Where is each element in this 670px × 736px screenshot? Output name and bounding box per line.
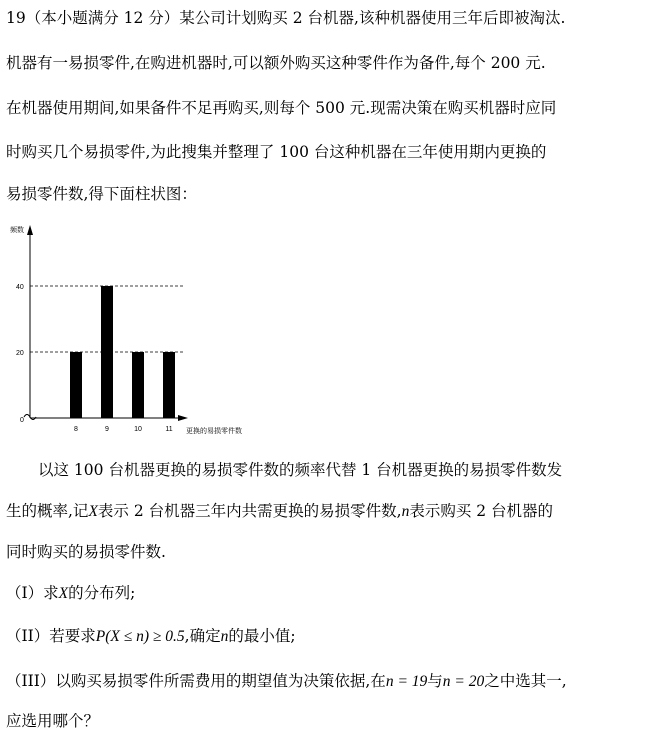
- x-tick-label-11: 11: [165, 426, 173, 433]
- x-tick-label-9: 9: [105, 426, 109, 433]
- x-tick-label-8: 8: [74, 426, 78, 433]
- bar-chart: [0, 215, 280, 440]
- question-1-label: （I）: [6, 584, 44, 602]
- question-2-var: n: [220, 628, 229, 645]
- question-3-text-a: 以购买易损零件所需费用的期望值为决策依据,在: [55, 672, 386, 690]
- question-2-text-a: 若要求: [49, 627, 96, 645]
- bar-8: [70, 352, 82, 418]
- after-line-2a: 生的概率,记: [6, 502, 89, 520]
- x-tick-label-10: 10: [134, 426, 142, 433]
- after-line-3: 同时购买的易损零件数.: [6, 543, 166, 561]
- bar-10: [132, 352, 144, 418]
- var-x: X: [88, 503, 98, 520]
- bar-9: [101, 286, 113, 418]
- intro-line-3: 在机器使用期间,如果备件不足再购买,则每个 500 元.现需决策在购买机器时应同: [6, 99, 557, 117]
- x-axis-label: 更换的易损零件数: [186, 428, 242, 435]
- question-3-text-c: 之中选其一,: [484, 672, 567, 690]
- y-tick-label-40: 40: [16, 284, 24, 291]
- after-line-1: 以这 100 台机器更换的易损零件数的频率代替 1 台机器更换的易损零件数发: [38, 461, 563, 479]
- bar-11: [163, 352, 175, 418]
- after-line-2c: 表示购买 2 台机器的: [409, 502, 554, 520]
- intro-line-4: 时购买几个易损零件,为此搜集并整理了 100 台这种机器在三年使用期内更换的: [6, 143, 547, 161]
- question-2: [6, 625, 296, 648]
- after-line-2b: 表示 2 台机器三年内共需更换的易损零件数,: [97, 502, 402, 520]
- question-1: [6, 582, 135, 605]
- question-2-text-c: 的最小值;: [228, 627, 296, 645]
- question-2-label: （II）: [6, 627, 50, 645]
- question-3-expr-1: n = 19: [385, 673, 428, 690]
- question-3: [6, 670, 567, 693]
- question-3-expr-2: n = 20: [442, 673, 485, 690]
- intro-line-1: 19（本小题满分 12 分）某公司计划购买 2 台机器,该种机器使用三年后即被淘汰.: [6, 9, 566, 27]
- question-1-text-a: 求: [43, 584, 59, 602]
- question-2-expr: P(X ≤ n) ≥ 0.5: [95, 628, 185, 645]
- y-axis-arrow: [27, 225, 33, 235]
- origin-label: 0: [20, 417, 24, 424]
- question-1-text-b: 的分布列;: [68, 584, 136, 602]
- y-axis-label: 频数: [10, 227, 24, 234]
- question-3-text-b: 与: [427, 672, 443, 690]
- intro-line-2: 机器有一易损零件,在购进机器时,可以额外购买这种零件作为备件,每个 200 元.: [6, 54, 546, 72]
- intro-line-5: 易损零件数,得下面柱状图：: [6, 185, 197, 203]
- x-axis-arrow: [178, 415, 188, 421]
- after-line-2: [6, 500, 664, 523]
- question-2-text-b: ,确定: [184, 627, 221, 645]
- question-3-label: （III）: [6, 672, 56, 690]
- var-n: n: [401, 503, 410, 520]
- question-3-line-2: 应选用哪个？: [6, 712, 100, 730]
- y-tick-label-20: 20: [16, 350, 24, 357]
- question-1-var: X: [58, 585, 69, 602]
